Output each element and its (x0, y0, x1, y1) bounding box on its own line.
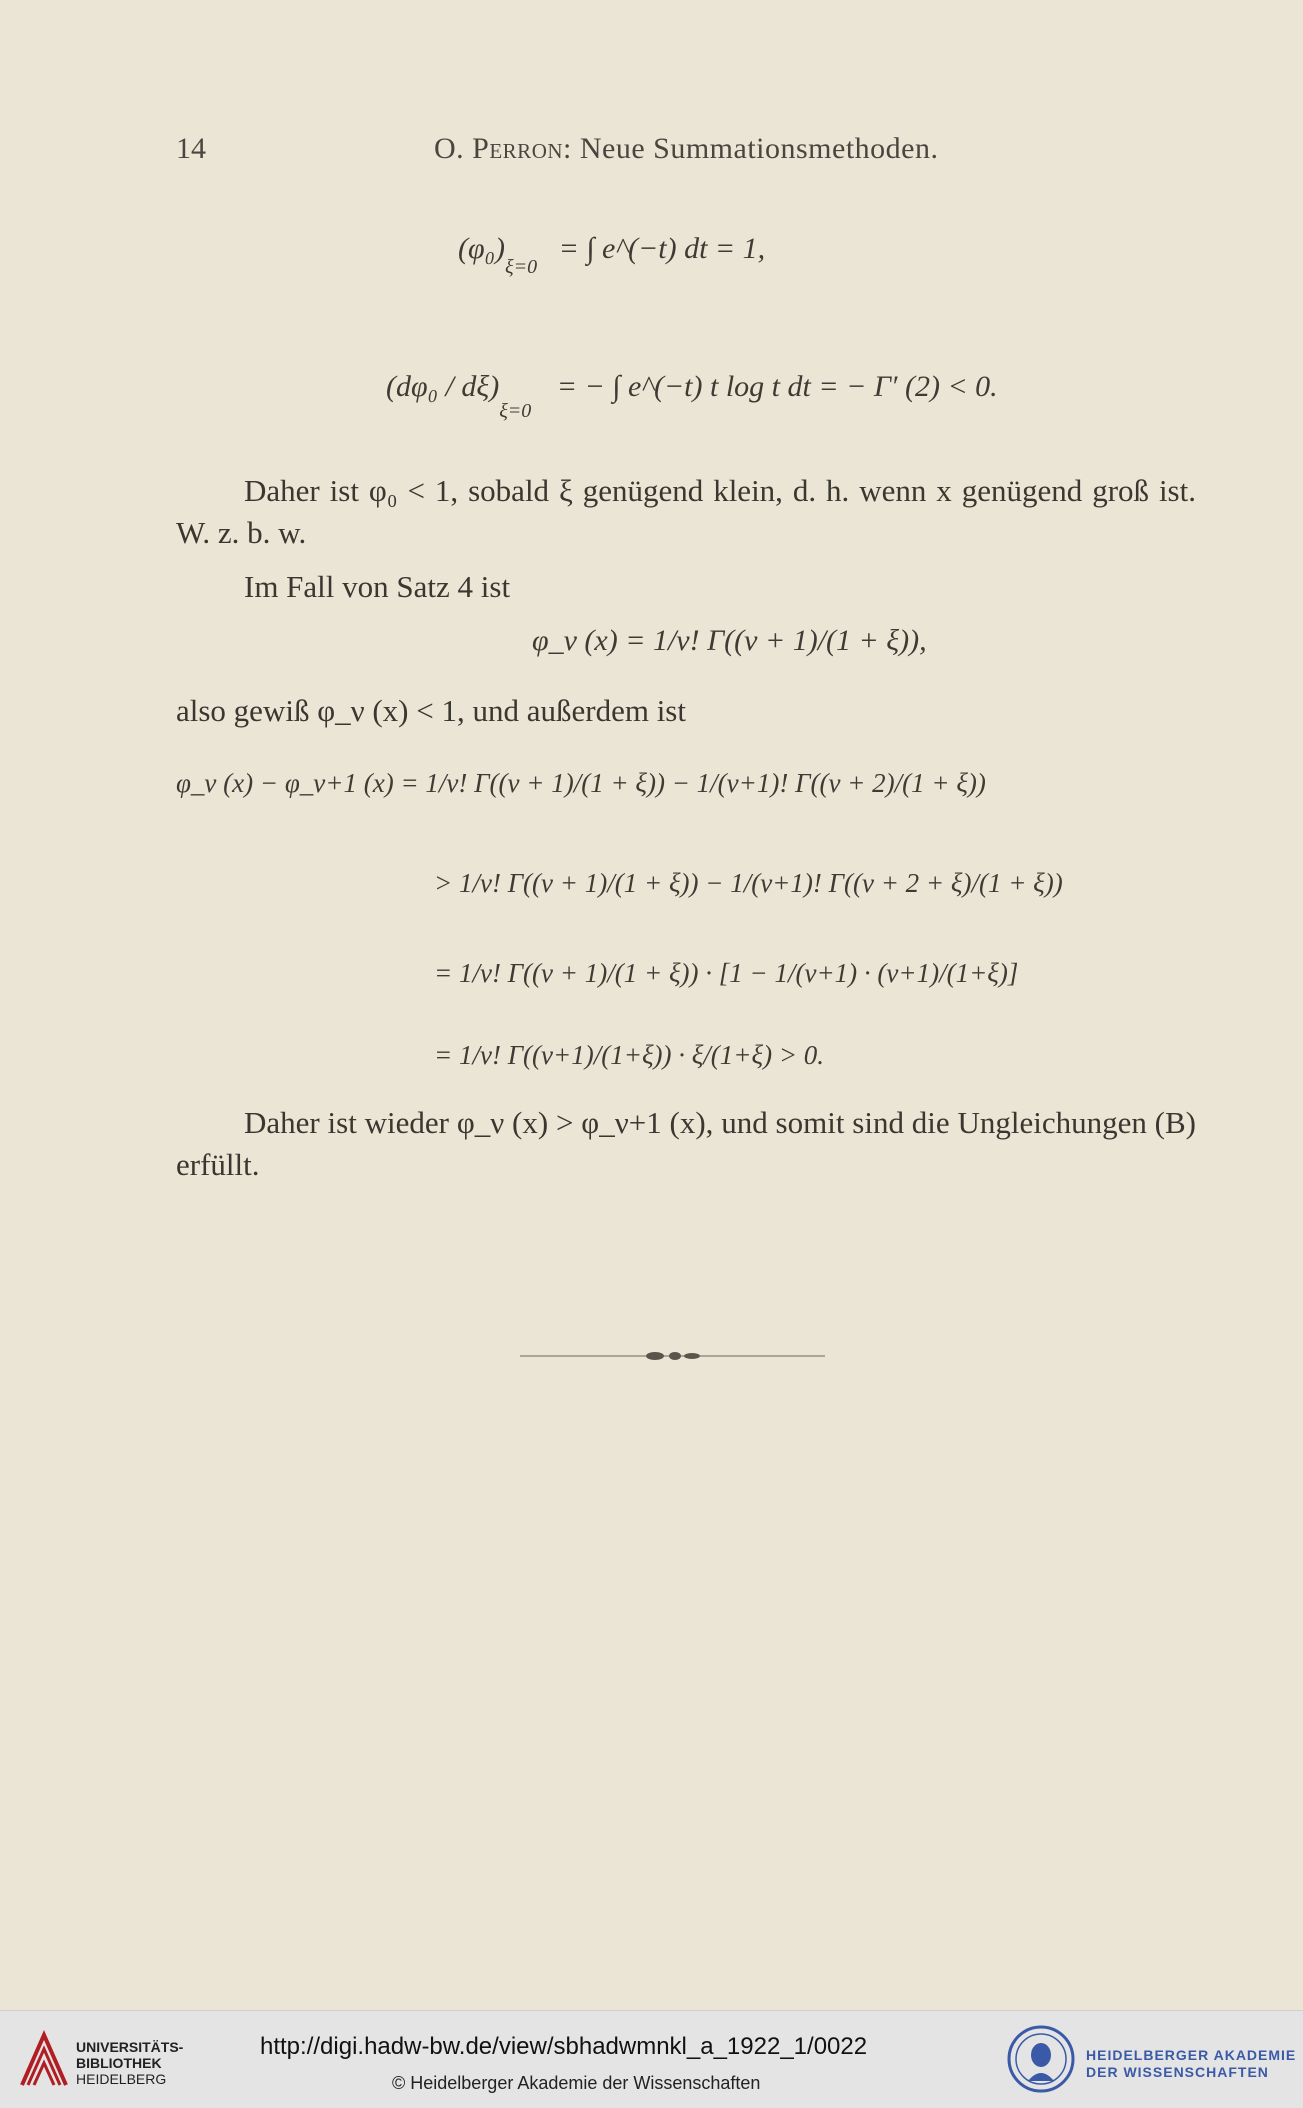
chain-line-3: = 1/ν! Γ((ν + 1)/(1 + ξ)) · [1 − 1/(ν+1) · (ν+1)/(1+ξ)] (434, 958, 1019, 988)
paragraph-also: also gewiß φ_ν (x) < 1, und außerdem ist (176, 693, 686, 728)
chain-line-1: φ_ν (x) − φ_ν+1 (x) = 1/ν! Γ((ν + 1)/(1 + ξ)) − 1/(ν+1)! Γ((ν + 2)/(1 + ξ)) (176, 768, 986, 798)
paragraph-daher-2: Daher ist wieder φ_ν (x) > φ_ν+1 (x), und somit sind die Ungleichungen (B) erfüllt. (176, 1105, 1196, 1182)
academy-line-1: HEIDELBERGER AKADEMIE (1086, 2047, 1297, 2063)
source-url-link[interactable]: http://digi.hadw-bw.de/view/sbhadwmnkl_a_1922_1/0022 (260, 2033, 868, 2060)
copyright-notice: © Heidelberger Akademie der Wissenschaften (392, 2073, 761, 2093)
academy-seal-icon (1006, 2023, 1076, 2095)
university-library-name (76, 2039, 183, 2087)
paragraph-im-fall: Im Fall von Satz 4 ist (244, 569, 511, 604)
running-head (434, 132, 938, 166)
equation-satz4: φ_ν (x) = 1/ν! Γ((ν + 1)/(1 + ξ)), (532, 624, 927, 657)
footer-bar (0, 2010, 1303, 2108)
ornament-divider-icon (520, 1350, 825, 1362)
equation-1-lhs: (φ₀) (458, 232, 506, 265)
library-line-1: UNIVERSITÄTS- (76, 2039, 184, 2055)
running-head-title: Neue Summationsmethoden. (579, 132, 939, 165)
equation-1-lhs-sub: ξ=0 (505, 256, 538, 278)
chain-line-4: = 1/ν! Γ((ν+1)/(1+ξ)) · ξ/(1+ξ) > 0. (434, 1040, 825, 1070)
academy-name (1086, 2047, 1296, 2081)
paragraph-daher-1: Daher ist φ₀ < 1, sobald ξ genügend klein, d. h. wenn x genügend groß ist. W. z. b. w. (176, 473, 1196, 550)
library-line-2: BIBLIOTHEK (76, 2055, 162, 2071)
equation-1 (458, 232, 766, 278)
academy-line-2: DER WISSENSCHAFTEN (1086, 2064, 1269, 2080)
library-line-3: HEIDELBERG (76, 2071, 167, 2087)
page-number: 14 (176, 132, 206, 165)
equation-2-lhs: (dφ₀ / dξ) (386, 370, 500, 403)
equation-1-rhs: = ∫ e^(−t) dt = 1, (558, 232, 766, 265)
running-head-author: O. Perron: (434, 132, 572, 165)
chain-line-2: > 1/ν! Γ((ν + 1)/(1 + ξ)) − 1/(ν+1)! Γ((ν + 2 + ξ)/(1 + ξ)) (434, 868, 1063, 898)
equation-2-lhs-sub: ξ=0 (499, 400, 532, 422)
university-library-logo-icon (14, 2025, 74, 2095)
equation-2-rhs: = − ∫ e^(−t) t log t dt = − Γ′ (2) < 0. (556, 370, 998, 403)
